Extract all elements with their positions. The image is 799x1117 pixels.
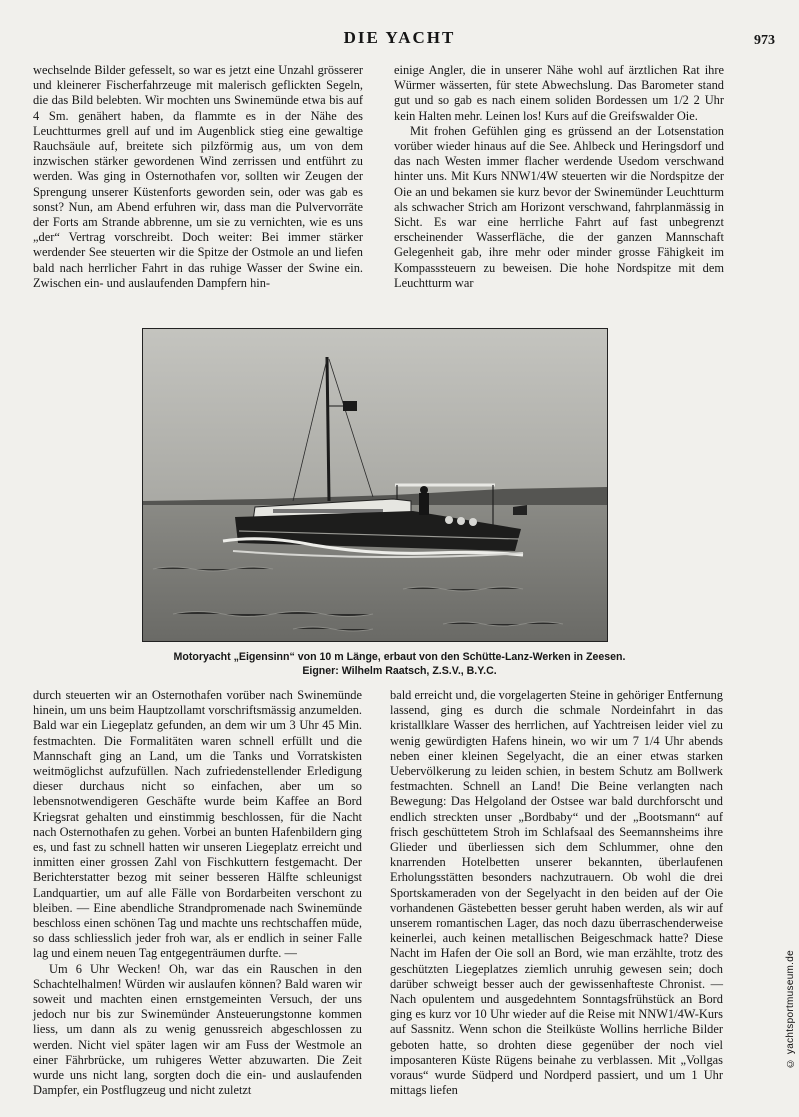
paragraph: Um 6 Uhr Wecken! Oh, war das ein Rauschen in den Schachtelhalmen! Würden wir auslaufen können? Bald waren wir soweit und machten einen ernstgemeinten Versuch, der uns jedoch nur bis zur Swinemünder Ansteuerungstonne kommen liess, um dann als zu wenig genussreich abgeschlossen zu werden. Nicht viel später lagen wir am Fuss der Westmole an einer Fährbrücke, um ruhigeres Wetter abzuwarten. Die Zeit wurde uns nicht lang, sorgten doch die ein- und auslaufenden Dampfer, ein Postflugzeug und nicht zuletzt xyxy=(33,961,362,1098)
page-number: 973 xyxy=(754,33,775,48)
running-header-title: DIE YACHT xyxy=(343,28,456,47)
motor-yacht-illustration xyxy=(143,329,607,641)
photo-caption-title: Motoryacht „Eigensinn“ von 10 m Länge, erbaut von den Schütte-Lanz-Werken in Zeesen. xyxy=(173,651,626,663)
text-column-top-left xyxy=(33,63,363,343)
text-column-bottom-left xyxy=(33,688,362,1098)
helmsman xyxy=(419,493,429,515)
paragraph: wechselnde Bilder gefesselt, so war es jetzt eine Unzahl grösserer und kleinerer Fischerfahrzeuge mit malerisch geflickten Segeln, die das Bild belebten. Wir mochten uns Swinemünde etwa bis auf 4 Sm. genähert haben, da flammte es in der Nähe des Leuchtturmes grell auf und im Augenblick stieg eine gewaltige Rauchsäule auf, breitete sich pilzförmig aus, um von dem inzwischen stärker gewordenen Wind zerrissen und entführt zu werden. Was ging in Osternothafen vor, sollten wir Zeugen der Sprengung unserer Küstenforts geworden sein, oder was gab es sonst? Nun, am Abend erfuhren wir, dass man die Pulvervorräte der Forts am Strande abbrenne, um sie zu vernichten, wie es uns „der“ Vertrag vorschreibt. Doch weiter: Bei immer stärker werdender See steuerten wir die Spitze der Ostmole an und liefen bald nach herrlicher Fahrt in das ruhige Wasser der Swine ein. Zwischen ein- und auslaufenden Dampfern hin- xyxy=(33,63,363,290)
watermark: © yachtsportmuseum.de xyxy=(785,950,796,1069)
paragraph: bald erreicht und, die vorgelagerten Steine in gehöriger Entfernung lassend, ging es durch die schmale Nordeinfahrt in das kristallklare Wasser des herrlichen, auf Yachtreisen leider viel zu wenig gewürdigten Hafens hinein, wo wir um 7 1/4 Uhr abends neben einer kleinen Segelyacht, die an einer etwas starken Uebervölkerung zu leiden schien, in bestem Schutz am Bollwerk festmachten. Schnell an Land! Die Beine verlangten nach Bewegung: Das Helgoland der Ostsee war bald durchforscht und endlich streckten unser „Bordbaby“ und der „Bootsmann“ auf frisch geschüttetem Stroh im Schlafsaal des Seemannsheims ihre Glieder und überliessen sich dem Schlummer, ohne den knarrenden Hotelbetten unserer bekannten, überlaufenen Erholungsstätten besonders nachzutrauern. Ob wohl die drei Sportskameraden von der Segelyacht in den beiden auf der Oie vorhandenen Gästebetten besser geruht haben werden, als wir auf unserem romantischen Lager, das noch dazu überraschenderweise keinerlei, auch keinen metallischen Beigeschmack hatte? Diese Nacht im Hafen der Oie soll an Bord, wie man erzählte, trotz des geschützten Liegeplatzes ziemlich unruhig gewesen sein; doch darüber schweigt besser auch der gewissenhafteste Chronist. — Nach opulentem und ausgedehntem Sonntagsfrühstück an Bord ging es kurz vor 10 Uhr wieder auf die Reise mit NNW1/4W-Kurs auf Sassnitz. Wenn schon die Steilküste Wollins herrliche Bilder geboten hatte, so drohten diese gegenüber der noch viel imposanteren Küste Rügens beinahe zu verblassen. Mit „Vollgas voraus“ wurde Südperd und Nordperd passiert, und um 1 Uhr mittags liefen xyxy=(390,688,723,1098)
text-column-bottom-right xyxy=(390,688,723,1098)
paragraph: Mit frohen Gefühlen ging es grüssend an der Lotsenstation vorüber wieder hinaus auf die See. Ahlbeck und Heringsdorf und das nach Westen immer flacher werdende Usedom verschwand hinter uns. Mit Kurs NNW1/4W steuerten wir die Nordspitze der Oie an und bekamen sie kurz bevor der Swinemünder Leuchtturm als schwacher Strich am Horizont verschwand, fahrplanmässig in Sicht. Es war eine herrliche Fahrt auf fast unbegrenzt erscheinender Wasserfläche, die der ganzen Mannschaft Gelegenheit gab, ihre mehr oder minder grosse Fähigkeit im Kompasssteuern zu beweisen. Die hohe Nordspitze mit dem Leuchtturm war xyxy=(394,123,724,290)
flag xyxy=(343,401,357,411)
text-column-top-right xyxy=(394,63,724,343)
yacht-photo xyxy=(142,328,608,642)
sky xyxy=(143,329,607,504)
paragraph: durch steuerten wir an Osternothafen vorüber nach Swinemünde hinein, um uns beim Hauptzollamt vorschriftsmässig anzumelden. Bald war ein Liegeplatz gefunden, an dem wir um 3 Uhr 45 Min. festmachten. Die Formalitäten waren schnell erfüllt und die Mannschaft ging an Land, um die Tanks und Vorratskisten weitmöglichst aufzufüllen. Nach zufriedenstellender Erledigung dieser durchaus nicht so einfachen, aber um so lebensnotwendigeren Geschäfte wurde beim Kaffee an Bord Kriegsrat gehalten und einstimmig beschlossen, für die Nacht nach Osternothafen zu gehen. Vorbei an bunten Hafenbildern ging es, und fast zu schnell hatten wir unseren Liegeplatz erreicht und inmitten einer grossen Zahl von Fischkuttern festgemacht. Der Berichterstatter bezog mit seiner besseren Hälfte schleunigst Landquartier, um auf alle Fälle von Bordarbeiten verschont zu bleiben. — Eine abendliche Strandpromenade nach Swinemünde beschloss einen schönen Tag und machte uns rechtschaffen müde, so dass schliesslich jeder froh war, als er endlich in seiner Falle lag und einem neuen Tag entgegenträumen durfte. — xyxy=(33,688,362,961)
paragraph: einige Angler, die in unserer Nähe wohl auf ärztlichen Rat ihre Würmer wässerten, für stete Abwechslung. Das Barometer stand gut und so gab es nach einem soliden Bordessen um 1/2 2 Uhr kein Halten mehr. Leinen los! Kurs auf die Greifswalder Oie. xyxy=(394,63,724,123)
mast xyxy=(327,357,329,501)
photo-caption-owner: Eigner: Wilhelm Raatsch, Z.S.V., B.Y.C. xyxy=(302,665,497,677)
